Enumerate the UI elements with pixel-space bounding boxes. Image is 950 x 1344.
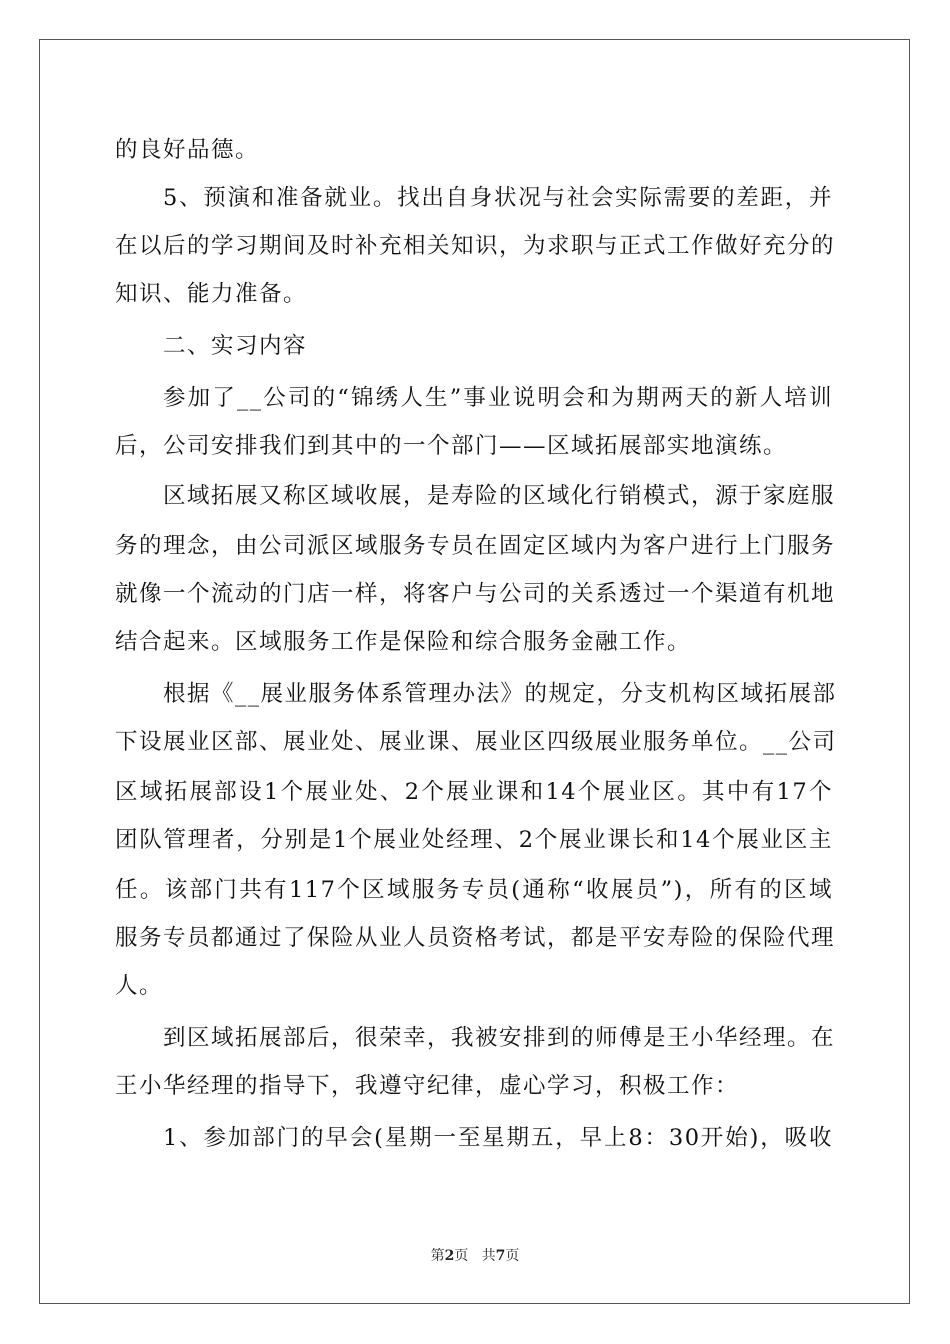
text-line: 知识、能力准备。	[115, 281, 308, 307]
total-suffix: 页	[505, 1248, 520, 1264]
total-pages: 7	[495, 1248, 506, 1264]
page-number: 2	[444, 1248, 455, 1264]
text-line: 下设展业区部、展业处、展业课、展业区四级展业服务单位。__公司	[115, 729, 837, 755]
total-prefix: 共	[481, 1248, 496, 1264]
section-heading: 二、实习内容	[163, 333, 308, 359]
page-suffix: 页	[454, 1248, 469, 1264]
text-line: 1、参加部门的早会(星期一至星期五，早上8：30开始)，吸收	[163, 1125, 833, 1151]
text-line: 王小华经理的指导下，我遵守纪律，虚心学习，积极工作：	[115, 1073, 740, 1099]
text-line: 就像一个流动的门店一样，将客户与公司的关系透过一个渠道有机地	[115, 581, 836, 607]
page-prefix: 第	[430, 1248, 445, 1264]
text-line: 任。该部门共有117个区域服务专员(通称“收展员”)，所有的区域	[115, 877, 833, 903]
text-line: 5、预演和准备就业。找出自身状况与社会实际需要的差距，并	[163, 185, 833, 211]
text-line: 服务专员都通过了保险从业人员资格考试，都是平安寿险的保险代理	[115, 925, 836, 951]
text-line: 的良好品德。	[115, 137, 260, 163]
text-line: 参加了__公司的“锦绣人生”事业说明会和为期两天的新人培训	[163, 385, 833, 411]
text-line: 在以后的学习期间及时补充相关知识，为求职与正式工作做好充分的	[115, 233, 836, 259]
text-line: 团队管理者，分别是1个展业处经理、2个展业课长和14个展业区主	[115, 827, 833, 853]
text-line: 区域拓展又称区域收展，是寿险的区域化行销模式，源于家庭服	[163, 483, 836, 509]
text-line: 到区域拓展部后，很荣幸，我被安排到的师傅是王小华经理。在	[163, 1025, 836, 1051]
page-border	[39, 39, 910, 1304]
text-line: 根据《__展业服务体系管理办法》的规定，分支机构区域拓展部	[163, 681, 837, 707]
text-line: 区域拓展部设1个展业处、2个展业课和14个展业区。其中有17个	[115, 779, 833, 805]
text-line: 后，公司安排我们到其中的一个部门——区域拓展部实地演练。	[115, 433, 788, 459]
page-footer	[0, 1247, 950, 1265]
text-line: 人。	[115, 973, 164, 999]
text-line: 务的理念，由公司派区域服务专员在固定区域内为客户进行上门服务	[115, 533, 836, 559]
text-line: 结合起来。区域服务工作是保险和综合服务金融工作。	[115, 629, 692, 655]
